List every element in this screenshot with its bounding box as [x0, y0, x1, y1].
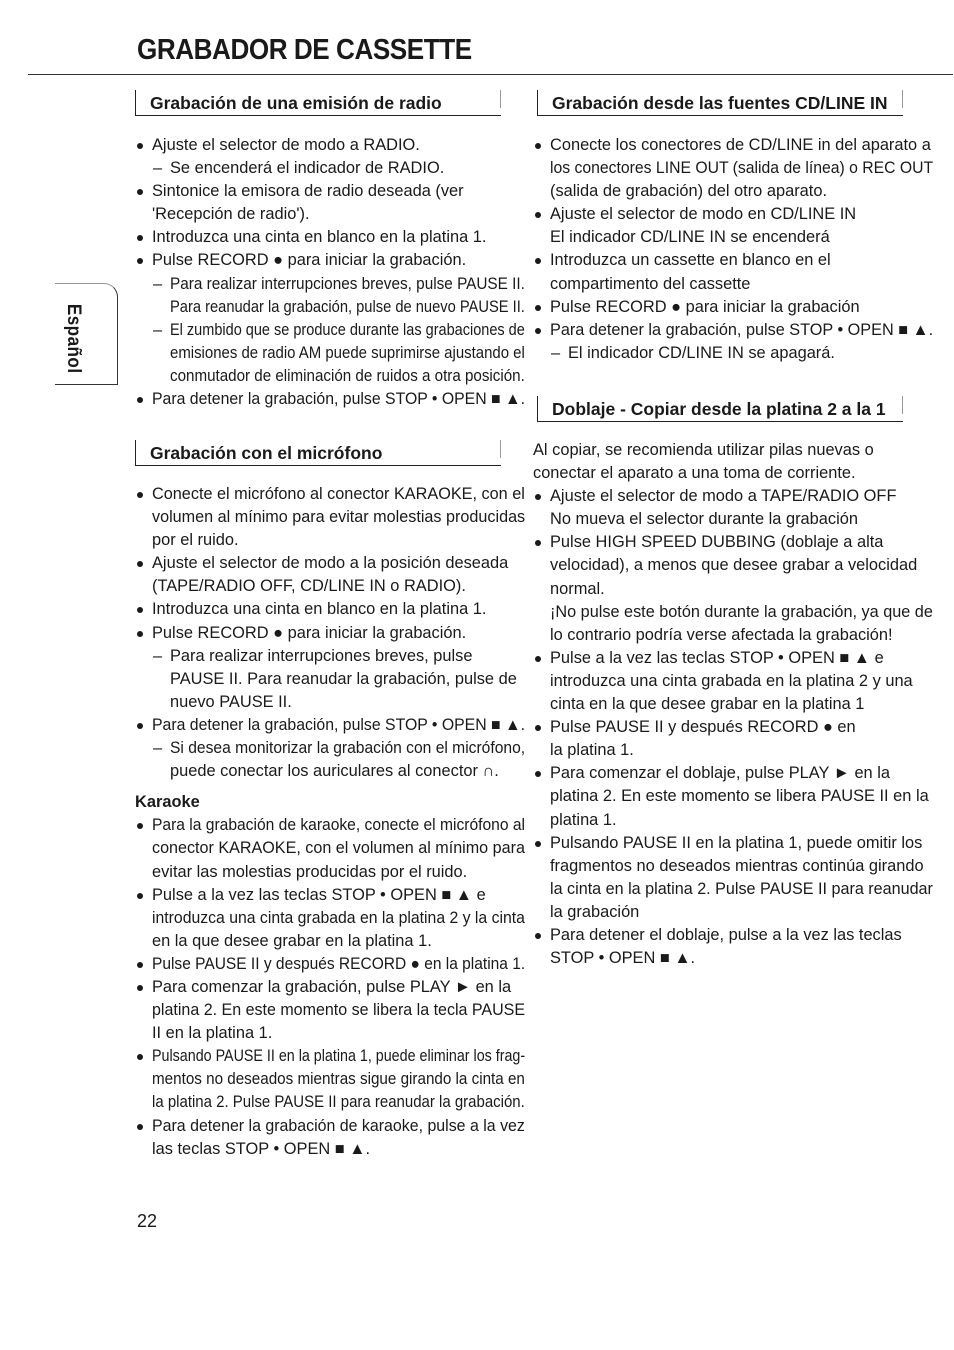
- text-line: – Se encenderá el indicador de RADIO.: [135, 157, 525, 180]
- text-line: Para detener la grabación de karaoke, pulse a la vez: [135, 1115, 525, 1138]
- text-line: nuevo PAUSE II.: [170, 692, 292, 711]
- text-line: (TAPE/RADIO OFF, CD/LINE IN o RADIO).: [152, 577, 466, 596]
- sub-heading: Karaoke: [135, 793, 200, 812]
- text-line: velocidad), a menos que desee grabar a velocidad: [550, 556, 918, 575]
- section-heading-cd-line-in: Grabación desde las fuentes CD/LINE IN: [537, 90, 903, 116]
- text-line: mentos no deseados mientras sigue girando la cinta en: [152, 1070, 525, 1089]
- text-line: conmutador de eliminación de ruidos a otra posición.: [170, 366, 525, 385]
- section-dubbing-list: [533, 439, 933, 970]
- page-number: 22: [137, 1211, 158, 1231]
- text-line: Introduzca una cinta en blanco en la platina 1.: [135, 598, 525, 621]
- text-line: Pulsando PAUSE II en la platina 1, puede eliminar los frag-: [135, 1045, 525, 1068]
- text-line: Para la grabación de karaoke, conecte el micrófono al: [135, 814, 525, 837]
- text-line: Introduzca un cassette en blanco en el: [533, 249, 933, 272]
- text-line: Pulse RECORD ● para iniciar la grabación.: [135, 622, 525, 645]
- text-line: fragmentos no deseados mientras continúa girando: [550, 856, 924, 875]
- text-line: Pulse PAUSE II y después RECORD ● en la platina 1.: [135, 953, 525, 976]
- text-line: PAUSE II. Para reanudar la grabación, pulse de: [170, 669, 517, 688]
- text-line: introduzca una cinta grabada en la platina 2 y una: [550, 671, 913, 690]
- text-line: platina 2. En este momento se libera la tecla PAUSE: [152, 1001, 526, 1020]
- text-line: la cinta en la platina 2. Pulse PAUSE II para reanudar: [550, 879, 933, 898]
- text-line: STOP • OPEN ■ ▲.: [550, 949, 696, 968]
- text-line: compartimento del cassette: [550, 274, 751, 293]
- text-line: lo contrario podría verse afectada la grabación!: [550, 625, 893, 644]
- title-rule: [28, 74, 953, 75]
- text-line: II en la platina 1.: [152, 1024, 273, 1043]
- text-line: Al copiar, se recomienda utilizar pilas nuevas o: [533, 441, 874, 459]
- text-line: Pulse a la vez las teclas STOP • OPEN ■ ▲ e: [135, 884, 525, 907]
- text-line: Para detener la grabación, pulse STOP • OPEN ■ ▲.: [135, 714, 525, 737]
- text-line: Conecte los conectores de CD/LINE in del aparato a: [533, 134, 933, 157]
- text-line: la platina 2. Pulse PAUSE II para reanudar la grabación.: [152, 1093, 525, 1112]
- text-line: Para detener la grabación, pulse STOP • OPEN ■ ▲.: [135, 388, 525, 411]
- page-title: GRABADOR DE CASSETTE: [137, 34, 472, 66]
- section-heading-dubbing: Doblaje - Copiar desde la platina 2 a la 1: [537, 396, 903, 422]
- text-line: emisiones de radio AM puede suprimirse ajustando el: [170, 343, 525, 362]
- text-line: No mueva el selector durante la grabación: [550, 510, 858, 529]
- text-line: conector KARAOKE, con el volumen al mínimo para: [152, 839, 525, 858]
- text-line: evitar las molestias producidas por el ruido.: [152, 862, 468, 881]
- text-line: 'Recepción de radio').: [152, 205, 310, 224]
- text-line: Introduzca una cinta en blanco en la platina 1.: [135, 226, 525, 249]
- language-tab-label: Español: [63, 303, 84, 374]
- text-line: Pulse RECORD ● para iniciar la grabación.: [135, 249, 525, 272]
- section-radio-list: [135, 134, 525, 411]
- text-line: – Para realizar interrupciones breves, pulse PAUSE II.: [135, 273, 525, 296]
- text-line: Para comenzar la grabación, pulse PLAY ► en la: [135, 976, 525, 999]
- text-line: (salida de grabación) del otro aparato.: [550, 182, 827, 201]
- text-line: Para reanudar la grabación, pulse de nuevo PAUSE II.: [170, 297, 525, 316]
- text-line: por el ruido.: [152, 531, 239, 550]
- text-line: Ajuste el selector de modo a TAPE/RADIO OFF: [533, 485, 933, 508]
- text-line: Pulse RECORD ● para iniciar la grabación: [533, 296, 933, 319]
- text-line: – El zumbido que se produce durante las grabaciones de: [135, 319, 525, 342]
- text-line: Conecte el micrófono al conector KARAOKE, con el: [135, 483, 525, 506]
- text-line: Ajuste el selector de modo en CD/LINE IN: [533, 203, 933, 226]
- text-line: la grabación: [550, 902, 640, 921]
- text-line: Para comenzar el doblaje, pulse PLAY ► en la: [533, 762, 933, 785]
- text-line: normal.: [550, 579, 605, 598]
- text-line: platina 2. En este momento se libera PAUSE II en la: [550, 787, 929, 806]
- section-heading-microphone: Grabación con el micrófono: [135, 440, 501, 466]
- text-line: – Si desea monitorizar la grabación con el micrófono,: [135, 737, 525, 760]
- text-line: puede conectar los auriculares al conector ∩.: [170, 762, 499, 781]
- text-line: Pulse PAUSE II y después RECORD ● en: [533, 716, 933, 739]
- text-line: Sintonice la emisora de radio deseada (ver: [135, 180, 525, 203]
- section-cd-line-in-list: [533, 134, 933, 365]
- text-line: ¡No pulse este botón durante la grabación, ya que de: [550, 602, 933, 621]
- text-line: Ajuste el selector de modo a RADIO.: [135, 134, 525, 157]
- text-line: Pulsando PAUSE II en la platina 1, puede omitir los: [533, 832, 933, 855]
- text-line: – Para realizar interrupciones breves, pulse: [135, 645, 525, 668]
- text-line: las teclas STOP • OPEN ■ ▲.: [152, 1139, 370, 1158]
- text-line: Para detener el doblaje, pulse a la vez las teclas: [533, 924, 933, 947]
- text-line: Pulse HIGH SPEED DUBBING (doblaje a alta: [533, 531, 933, 554]
- text-line: introduzca una cinta grabada en la platina 2 y la cinta: [152, 908, 525, 927]
- text-line: conectar el aparato a una toma de corriente.: [533, 464, 856, 483]
- section-heading-radio: Grabación de una emisión de radio: [135, 90, 501, 116]
- text-line: Pulse a la vez las teclas STOP • OPEN ■ ▲ e: [533, 647, 933, 670]
- text-line: en la que desee grabar en la platina 1.: [152, 931, 432, 950]
- text-line: Ajuste el selector de modo a la posición deseada: [135, 552, 525, 575]
- text-line: platina 1.: [550, 810, 617, 829]
- text-line: los conectores LINE OUT (salida de línea) o REC OUT: [550, 159, 934, 178]
- text-line: El indicador CD/LINE IN se encenderá: [550, 228, 830, 247]
- text-line: Para detener la grabación, pulse STOP • OPEN ■ ▲.: [533, 319, 933, 342]
- text-line: la platina 1.: [550, 741, 634, 760]
- text-line: – El indicador CD/LINE IN se apagará.: [533, 342, 933, 365]
- text-line: cinta en la que desee grabar en la platina 1: [550, 695, 865, 714]
- section-microphone-list: [135, 483, 525, 1161]
- text-line: volumen al mínimo para evitar molestias producidas: [152, 508, 526, 527]
